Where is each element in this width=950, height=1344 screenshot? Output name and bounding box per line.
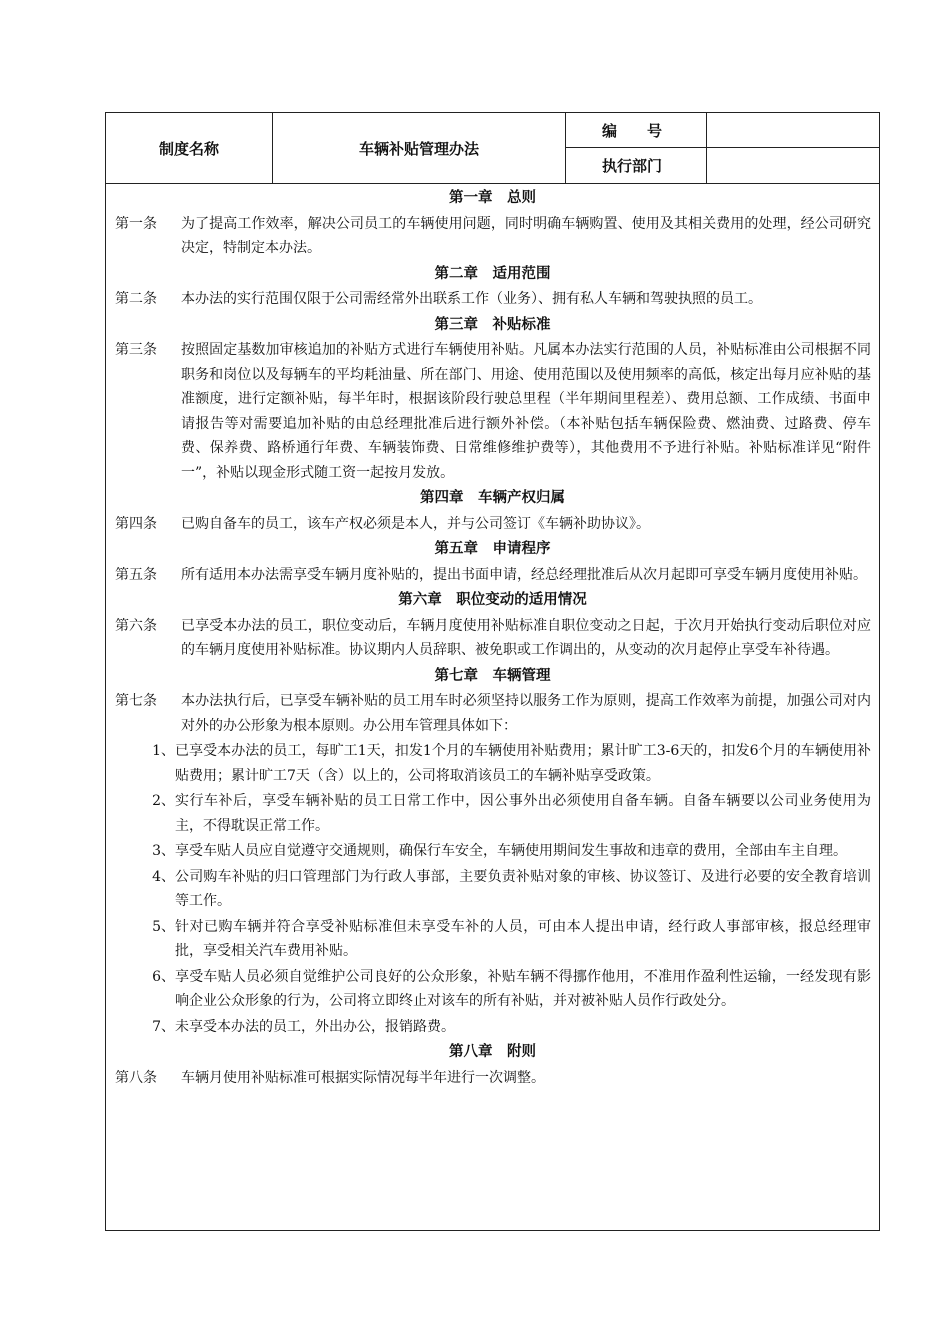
article (106, 1066, 879, 1091)
item-number: 5、 (152, 918, 175, 935)
list-item (106, 1015, 879, 1040)
item-text: 未享受本办法的员工，外出办公，报销路费。 (175, 1018, 455, 1035)
article-number: 第一条 (115, 215, 157, 232)
item-text: 享受车贴人员应自觉遵守交通规则，确保行车安全，车辆使用期间发生事故和违章的费用，全部由车主自理。 (175, 843, 847, 859)
chapter-title: 第六章 职位变动的适用情况 (398, 591, 587, 608)
header-row (106, 113, 879, 184)
article (106, 287, 879, 312)
article-number: 第八条 (115, 1069, 157, 1086)
list-item (106, 739, 879, 788)
item-number: 4、 (152, 868, 175, 885)
list-item (106, 839, 879, 864)
item-number: 1、 (152, 743, 175, 759)
item-number: 2、 (152, 793, 175, 809)
article-number: 第七条 (115, 693, 157, 709)
chapter-title: 第七章 车辆管理 (434, 666, 551, 684)
article-number: 第三条 (115, 342, 157, 358)
article-text: 按照固定基数加审核追加的补贴方式进行车辆使用补贴。凡属本办法实行范围的人员，补贴标准由公司根据不同职务和岗位以及每辆车的平均耗油量、所在部门、用途、使用范围以及使用频率的高低，核定出每月应补贴的基准额度，进行定额补贴，每半年时，根据该阶段行驶总里程（半年期间里程差）、费用总额、工作成绩、书面申请报告等对需要追加补贴的由总经理批准后进行额外补偿。（本补贴包括车辆保险费、燃油费、过路费、停车费、保养费、路桥通行年费、车辆装饰费、日常维修维护费等），其他费用不予进行补贴。补贴标准详见“附件一”，补贴以现金形式随工资一起按月发放。 (181, 342, 871, 481)
chapter-title: 第一章 总则 (449, 189, 536, 206)
item-number: 3、 (152, 843, 175, 859)
dept-label: 执行部门 (602, 157, 663, 175)
chapter-title: 第八章 附则 (449, 1043, 536, 1060)
article-text: 本办法执行后，已享受车辆补贴的员工用车时必须坚持以服务工作为原则，提高工作效率为前提，加强公司对内对外的办公形象为根本原则。办公用车管理具体如下： (181, 693, 871, 734)
chapter-title: 第三章 补贴标准 (434, 315, 551, 333)
article-text: 本办法的实行范围仅限于公司需经常外出联系工作（业务）、拥有私人车辆和驾驶执照的员工。 (181, 291, 762, 307)
article (106, 212, 879, 261)
article (106, 614, 879, 663)
list-item (106, 965, 879, 1014)
list-item (106, 865, 879, 914)
article-number: 第二条 (115, 291, 157, 307)
name-label: 制度名称 (106, 113, 273, 183)
chapter-title: 第五章 申请程序 (434, 540, 551, 557)
item-text: 针对已购车辆并符合享受补贴标准但未享受车补的人员，可由本人提出申请，经行政人事部审核，报总经理审批，享受相关汽车费用补贴。 (175, 918, 871, 959)
article-number: 第五条 (115, 566, 157, 583)
number-value (707, 113, 879, 148)
article-text: 已购自备车的员工，该车产权必须是本人，并与公司签订《车辆补助协议》。 (181, 515, 650, 532)
meta-values (707, 113, 879, 183)
item-number: 6、 (152, 968, 175, 985)
dept-value (707, 148, 879, 183)
meta-labels (566, 113, 707, 183)
regulation-document (105, 112, 880, 1231)
name-value: 车辆补贴管理办法 (273, 113, 566, 183)
article-number: 第四条 (115, 515, 157, 532)
article-text: 所有适用本办法需享受车辆月度补贴的，提出书面申请，经总经理批准后从次月起即可享受车辆月度使用补贴。 (181, 566, 867, 583)
chapter-title: 第二章 适用范围 (434, 264, 551, 282)
article-number: 第六条 (115, 617, 157, 634)
article-text: 已享受本办法的员工，职位变动后，车辆月度使用补贴标准自职位变动之日起，于次月开始执行变动后职位对应的车辆月度使用补贴标准。协议期内人员辞职、被免职或工作调出的，从变动的次月起停止享受车补待遇。 (181, 617, 871, 658)
article-text: 车辆月使用补贴标准可根据实际情况每半年进行一次调整。 (181, 1069, 545, 1086)
document-body (106, 185, 879, 1090)
item-text: 已享受本办法的员工，每旷工1天，扣发1个月的车辆使用补贴费用；累计旷工3-6天的，扣发6个月的车辆使用补贴费用；累计旷工7天（含）以上的，公司将取消该员工的车辆补贴享受政策。 (175, 743, 871, 784)
chapter-title: 第四章 车辆产权归属 (420, 489, 565, 506)
article (106, 512, 879, 537)
list-item (106, 789, 879, 838)
article (106, 689, 879, 738)
article-text: 为了提高工作效率，解决公司员工的车辆使用问题，同时明确车辆购置、使用及其相关费用的处理，经公司研究决定，特制定本办法。 (181, 215, 871, 256)
article (106, 338, 879, 485)
item-text: 享受车贴人员必须自觉维护公司良好的公众形象，补贴车辆不得挪作他用，不准用作盈利性运输，一经发现有影响企业公众形象的行为，公司将立即终止对该车的所有补贴，并对被补贴人员作行政处分。 (175, 968, 871, 1009)
item-number: 7、 (152, 1018, 175, 1035)
number-label: 编 号 (566, 113, 706, 148)
item-text: 公司购车补贴的归口管理部门为行政人事部，主要负责补贴对象的审核、协议签订、及进行必要的安全教育培训等工作。 (175, 868, 871, 909)
article (106, 563, 879, 588)
item-text: 实行车补后，享受车辆补贴的员工日常工作中，因公事外出必须使用自备车辆。自备车辆要以公司业务使用为主，不得耽误正常工作。 (175, 793, 871, 834)
list-item (106, 915, 879, 964)
